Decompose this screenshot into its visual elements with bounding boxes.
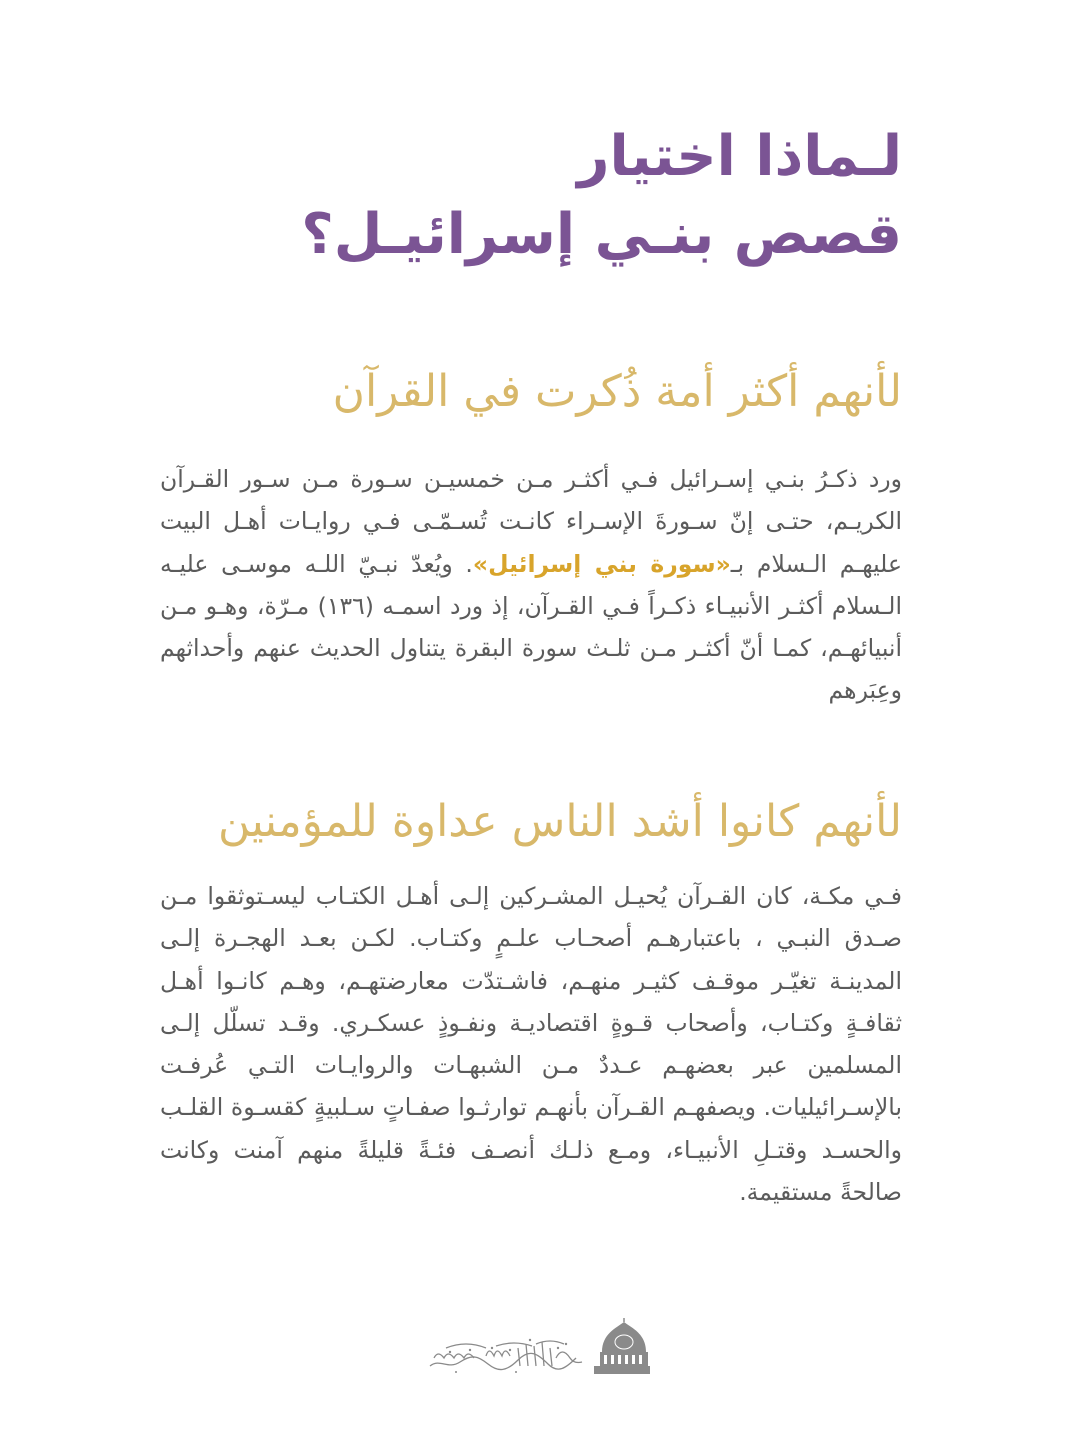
page-title-line-1: لـماذا اختيار [577, 124, 902, 189]
highlight-surah-name: «سورة بني إسرائيل» [472, 549, 731, 578]
section-paragraph-enmity: فـي مكـة، كان القـرآن يُحيـل المشـركين إلـى أهـل الكتـاب ليسـتوثقوا مـن صـدق النبـي ، باعتبارهـم أصحـاب علـمٍ وكتـاب. لكـن بعـد الهجـرة إلـى المدينـة تغيّـر موقـف كثيـر منهـم، فاشـتدّت معارضتهـم، وهـم كانـوا أهـل ثقافـةٍ وكتـاب، وأصحاب قـوةٍ اقتصاديـة ونفـوذٍ عسكـري. وقـد تسلّل إلـى المسلمين عبر بعضهـم عـددٌ مـن الشبهـات والروايـات التـي عُرفـت بالإسـرائيليات. ويصفهـم القـرآن بأنهـم توارثـوا صفـاتٍ سـلبيةٍ كقسـوة القلـب والحسـد وقتـلِ الأنبيـاء، ومـع ذلـك أنصـف فئـةً قليلةً منهم آمنت وكانت صالحةً مستقيمة. [160, 882, 902, 1207]
section-paragraph-most-mentioned [160, 458, 902, 712]
section-heading-enmity: لأنهم كانوا أشد الناس عداوة للمؤمنين [218, 796, 902, 847]
logo-calligraphy [430, 1341, 582, 1370]
logo [426, 1318, 654, 1378]
paragraph-text-before: ورد ذكـرُ بنـي إسـرائيل فـي أكثـر مـن خمسيـن سـورة مـن سـور القـرآن الكريـم، حتـى إنّ سـورةَ الإسـراء كانـت تُسـمّـى فـي روايـات أهـل البيت عليهـم الـسلام بـ [160, 465, 902, 578]
page-title [182, 118, 902, 274]
dome-icon [594, 1318, 650, 1374]
section-heading-most-mentioned: لأنهم أكثر أمة ذُكرت في القرآن [332, 366, 902, 417]
paragraph-text-after: . ويُعدّ نبـيّ اللـه موسـى عليـه الـسلام أكثـر الأنبيـاء ذكـراً فـي القـرآن، إذ ورد اسمـه (١٣٦) مـرّة، وهـو مـن أنبيائهـم، كمـا أنّ أكثـر مـن ثلـث سورة البقرة يتناول الحديث عنهم وأحداثهم وعِبَرهم [160, 549, 902, 705]
logo-graphic [426, 1318, 654, 1378]
page-title-line-2: قصص بنـي إسرائيـل؟ [301, 202, 902, 267]
